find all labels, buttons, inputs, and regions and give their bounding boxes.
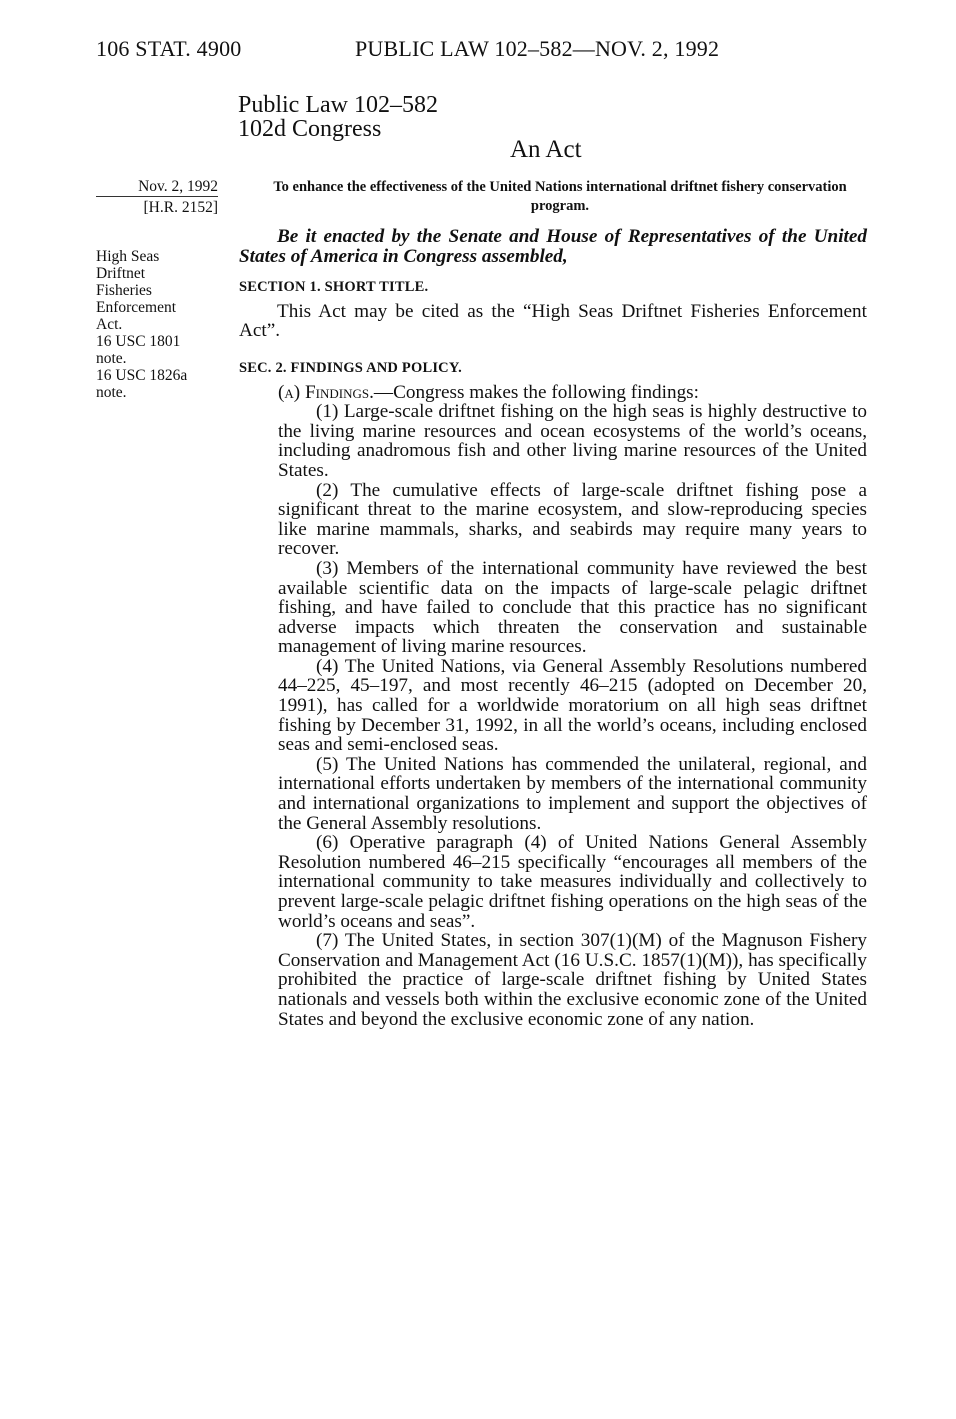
margin-note-line: Driftnet	[96, 265, 146, 282]
public-law-number: Public Law 102–582	[238, 92, 438, 118]
running-header: PUBLIC LAW 102–582—NOV. 2, 1992	[355, 36, 720, 61]
margin-note-line: note.	[96, 350, 127, 367]
page-stat-number: 106 STAT. 4900	[96, 36, 242, 61]
finding-item: (4) The United Nations, via General Assembly Resolutions numbered 44–225, 45–197, and most recently 46–215 (adopted on December 20, 1991), has called for a worldwide moratorium on all high seas driftnet fishing by December 31, 1992, in all the world’s oceans, including enclosed seas and semi-enclosed seas.	[278, 655, 867, 756]
section-2-heading: SEC. 2. FINDINGS AND POLICY.	[239, 359, 463, 376]
finding-item: (6) Operative paragraph (4) of United Nations General Assembly Resolution numbered 46–215 specifically “encourages all members of the international community to take measures individually and collectively to prevent large-scale pelagic driftnet fishing operations on the high seas of the world’s oceans and seas”.	[278, 832, 867, 932]
finding-item: (7) The United States, in section 307(1)(M) of the Magnuson Fishery Conservation and Management Act (16 U.S.C. 1857(1)(M)), has specifically prohibited the practice of large-scale driftnet fishing by United States nationals and vessels both within the exclusive economic zone of the United States and beyond the exclusive economic zone of any nation.	[278, 930, 867, 1030]
finding-item: (1) Large-scale driftnet fishing on the high seas is highly destructive to the living marine resources and ocean ecosystems of the world’s oceans, including anadromous fish and other living marine resources of the United States.	[278, 401, 867, 481]
margin-note-line: 16 USC 1801	[96, 333, 181, 350]
margin-note-line: Fisheries	[96, 282, 152, 299]
act-body	[239, 225, 867, 1029]
subsection-a-intro: —Congress makes the following findings:	[373, 381, 699, 403]
margin-note-line: High Seas	[96, 248, 160, 265]
subsection-a	[278, 383, 867, 403]
enacting-clause: Be it enacted by the Senate and House of Representatives of the United States of America in Congress assembled,	[239, 226, 867, 267]
congress-number: 102d Congress	[238, 116, 382, 142]
margin-date: Nov. 2, 1992	[96, 178, 218, 197]
an-act-title: An Act	[510, 136, 582, 163]
finding-item: (5) The United Nations has commended the unilateral, regional, and international efforts undertaken by members of the international community and international organizations to implement and support the objectives of the General Assembly resolutions.	[278, 753, 867, 834]
finding-item: (3) Members of the international community have reviewed the best available scientific data on the impacts of large-scale pelagic driftnet fishing, and have failed to conclude that this practice has no significant adverse impacts which threaten the conservation and sustainable management of living marine resources.	[278, 557, 867, 658]
margin-note-line: 16 USC 1826a	[96, 367, 188, 384]
margin-bill-number: [H.R. 2152]	[143, 199, 218, 216]
margin-note-line: note.	[96, 384, 127, 401]
margin-note-line: Enforcement	[96, 299, 177, 316]
section-1-heading: SECTION 1. SHORT TITLE.	[239, 279, 429, 296]
section-1-text: This Act may be cited as the “High Seas Driftnet Fisheries Enforcement Act”.	[239, 300, 867, 342]
finding-item: (2) The cumulative effects of large-scale driftnet fishing pose a significant threat to the marine ecosystem, and slow-reproducing species like marine mammals, sharks, and seabirds may require many years to recover.	[278, 479, 867, 560]
act-purpose: To enhance the effectiveness of the United Nations international driftnet fishery conservation program.	[273, 179, 847, 214]
margin-note-line: Act.	[96, 316, 123, 333]
margin-notes	[96, 248, 224, 401]
findings-list	[278, 402, 867, 1029]
subsection-a-label: (a) Findings.	[278, 381, 374, 403]
